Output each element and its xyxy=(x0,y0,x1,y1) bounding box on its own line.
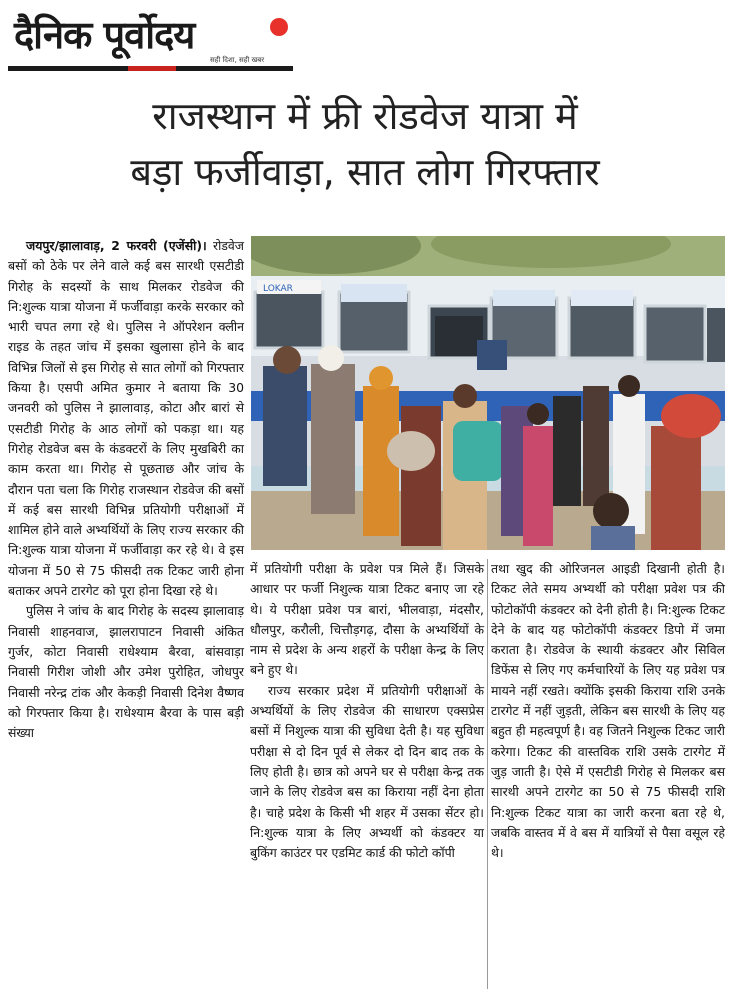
article-column-3 xyxy=(491,559,725,863)
article-paragraph: तथा खुद की ओरिजनल आइडी दिखानी होती है। टिकट लेते समय अभ्यर्थी को परीक्षा प्रवेश पत्र की फोटोकॉपी कंडक्टर को देनी होती है। नि:शुल्क टिकट देने के बाद यह फोटोकॉपी कंडक्टर डिपो में जमा कराता है। रोडवेज के स्थायी कंडक्टर और सिविल डिफेंस से लिए गए कर्मचारियों के लिए यह प्रवेश पत्र मायने नहीं रखते। क्योंकि इसकी किराया राशि उनके टारगेट में नहीं जुड़ती, लेकिन बस सारथी के लिए यह बहुत ही महत्वपूर्ण है। वह जितने निशुल्क टिकट जारी करेगा। टिकट की वास्तविक राशि उसके टारगेट में जुड़ जाती है। ऐसे में एसटीडी गिरोह से मिलकर बस सारथी अपने टारगेट का 50 से 75 फीसदी राशि नि:शुल्क टिकट यात्रा का जारी करना बता रहे थे, जबकि वास्तव में वे बस में यात्रियों से पैसा वसूल रहे थे। xyxy=(491,561,725,861)
newspaper-tagline: सही दिशा, सही खबर xyxy=(210,56,265,64)
article-paragraph: राज्य सरकार प्रदेश में प्रतियोगी परीक्षाओं के अभ्यर्थियों के लिए रोडवेज की साधारण एक्सप्रेस बसों में निशुल्क यात्रा की सुविधा देती है। यह सुविधा परीक्षा से दो दिन पूर्व से लेकर दो दिन बाद तक के लिए होती है। छात्र को अपने घर से परीक्षा केन्द्र तक जाने के लिए रोडवेज बस का किराया नहीं देना होता है। चाहे प्रदेश के किसी भी शहर में उसका सेंटर हो। नि:शुल्क यात्रा के लिए अभ्यर्थी को कंडक्टर या बुकिंग काउंटर पर एडमिट कार्ड की फोटो कॉपी xyxy=(250,682,484,861)
news-photo xyxy=(251,236,725,550)
bus-sign: LOKAR xyxy=(263,284,293,294)
article-column-1 xyxy=(8,236,244,743)
article-column-2 xyxy=(250,559,484,863)
dateline: जयपुर/झालावाड़, 2 फरवरी (एजेंसी)। xyxy=(26,238,207,253)
newspaper-title: दैनिक पूर्वोदय xyxy=(14,12,195,57)
headline-line-2: बड़ा फर्जीवाड़ा, सात लोग गिरफ्तार xyxy=(130,150,600,194)
headline-line-1: राजस्थान में फ्री रोडवेज यात्रा में xyxy=(152,94,578,138)
masthead xyxy=(8,6,298,74)
headline xyxy=(0,88,730,200)
article-paragraph: रोडवेज बसों को ठेके पर लेने वाले कई बस सारथी एसटीडी गिरोह के सदस्यों के साथ मिलकर रोडवेज की नि:शुल्क यात्रा योजना में फर्जीवाड़ा करके सरकार को भारी चपत लगा रहे थे। पुलिस ने ऑपरेशन क्लीन राइड के तहत जांच में इसका खुलासा होने के बाद विभिन्न जिलों से इस गिरोह से सात लोगों को गिरफ्तार किया है। एसपी अमित कुमार ने बताया कि 30 जनवरी को पुलिस ने झालावाड़, कोटा और बारां से एसटीडी गिरोह के आठ लोगों को पकड़ा था। यह गिरोह रोडवेज बस के कंडक्टरों के लिए मुखबिरी का काम करता था। गिरोह से पूछताछ और जांच के दौरान पता चला कि गिरोह राजस्थान रोडवेज की बसों में कई बस सारथी विभिन्न प्रतियोगी परीक्षाओं में शामिल होने वाले अभ्यर्थियों के लिए राज्य सरकार की नि:शुल्क यात्रा योजना में फर्जीवाड़ा कर रहे थे। वे इस योजना में 50 से 75 फीसदी तक टिकट जारी होना बताकर अपने टारगेट को पूरा होना दिखा रहे थे। xyxy=(8,238,244,599)
article-paragraph: पुलिस ने जांच के बाद गिरोह के सदस्य झालावाड़ निवासी शाहनवाज, झालरापाटन निवासी अंकित गुर्जर, कोटा निवासी राधेश्याम बैरवा, बांसवाड़ा निवासी गिरीश जोशी और उमेश पुरोहित, जोधपुर निवासी नरेन्द्र टांक और केकड़ी निवासी दिनेश वैष्णव को गिरफ्तार किया है। राधेश्याम बैरवा के पास बड़ी संख्या xyxy=(8,603,244,741)
masthead-accent-bar xyxy=(128,66,176,71)
bus-passengers-photo xyxy=(251,236,725,550)
logo-dot-icon xyxy=(270,18,288,36)
column-divider xyxy=(487,559,488,989)
article-paragraph: में प्रतियोगी परीक्षा के प्रवेश पत्र मिले हैं। जिसके आधार पर फर्जी निशुल्क यात्रा टिकट बनाए जा रहे थे। ये परीक्षा प्रवेश पत्र बारां, भीलवाड़ा, मंदसौर, धौलपुर, करौली, चित्तौड़गढ़, दौसा के अभ्यर्थियों के नाम से प्रदेश के अन्य शहरों के परीक्षा केन्द्र के लिए बने हुए थे। xyxy=(250,561,484,678)
